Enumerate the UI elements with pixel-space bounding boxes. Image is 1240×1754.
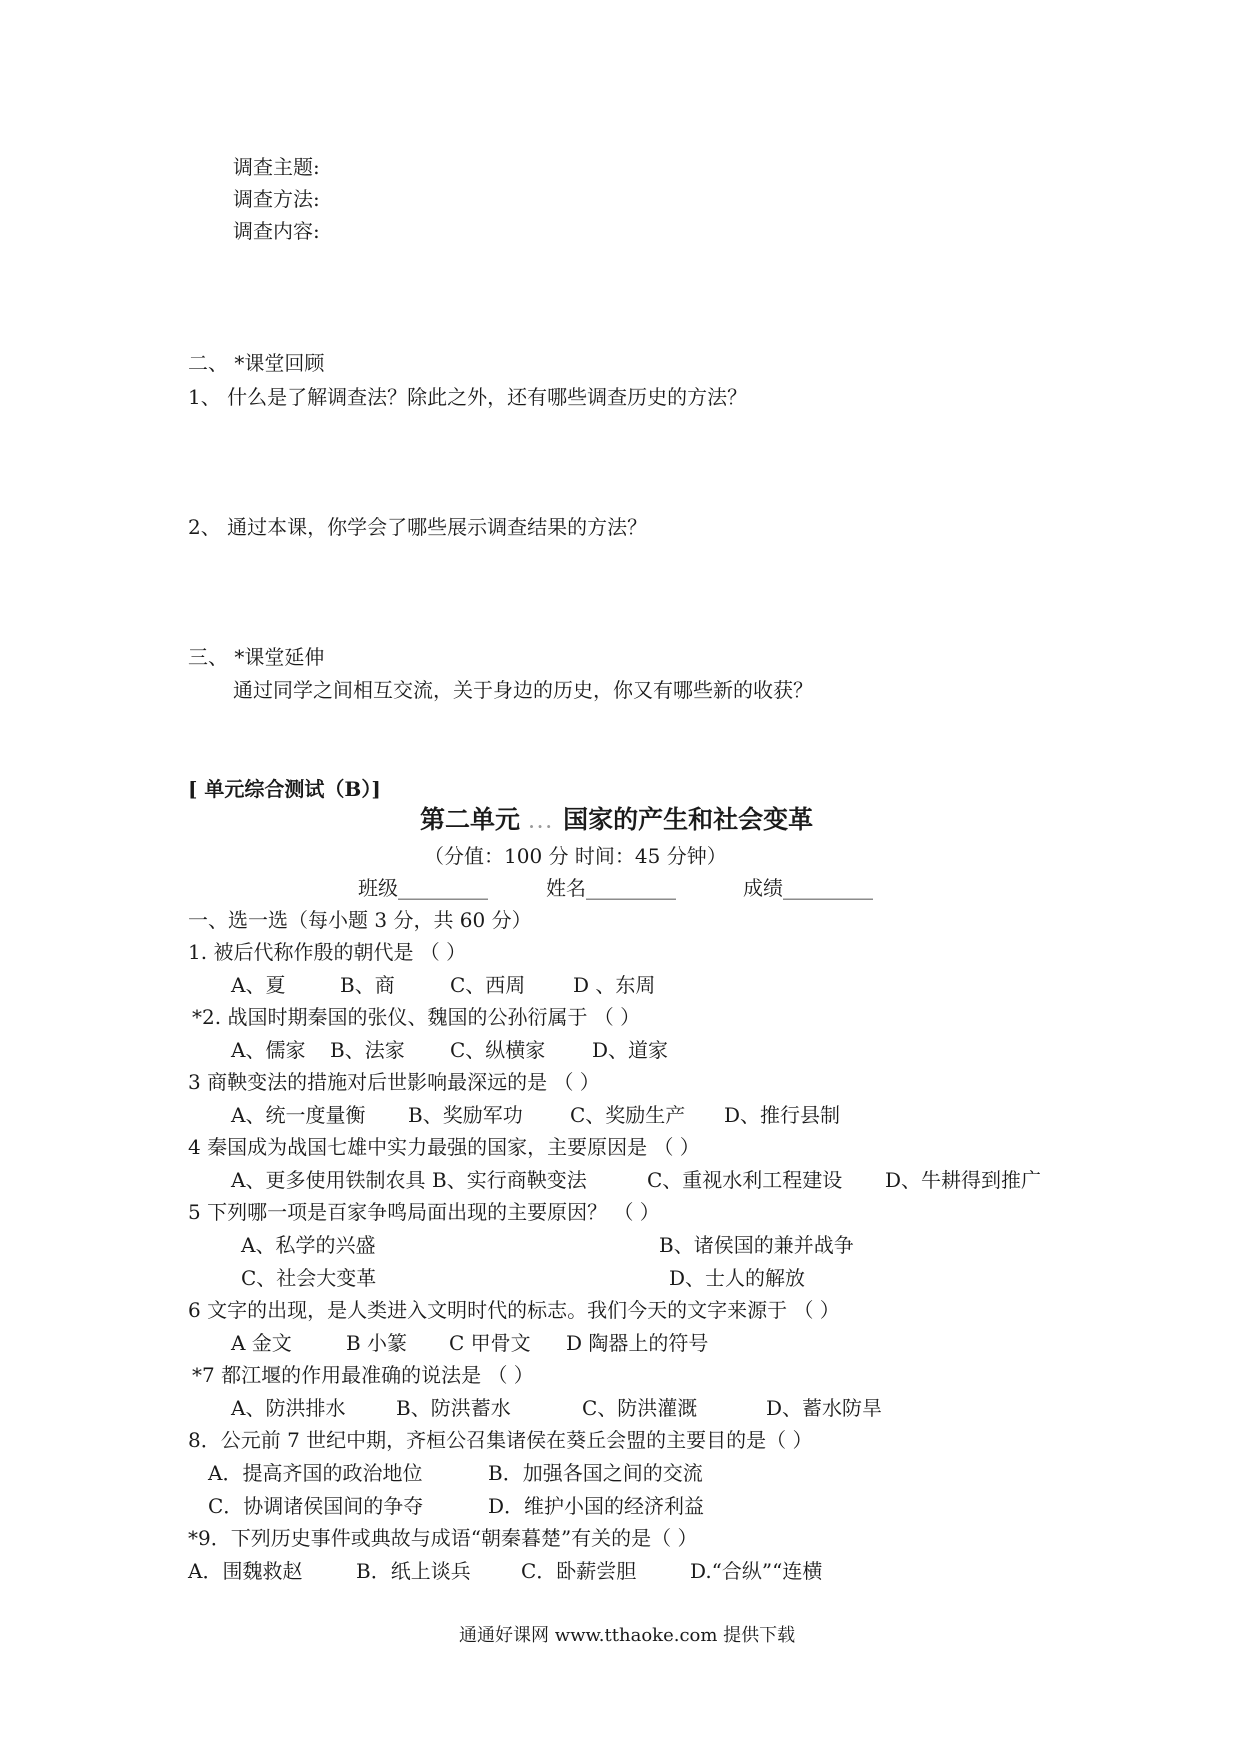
question-1-stem: 1. 被后代称作殷的朝代是 （ ） bbox=[188, 940, 467, 964]
class-field: 班级_________ bbox=[358, 876, 488, 900]
question-5-option-a: A、私学的兴盛 bbox=[241, 1233, 376, 1257]
question-7-stem: *7 都江堰的作用最准确的说法是 （ ） bbox=[192, 1363, 534, 1387]
test-title-left: 第二单元 bbox=[420, 805, 521, 834]
question-2-option-c: C、纵横家 bbox=[450, 1038, 546, 1062]
test-title-right: 国家的产生和社会变革 bbox=[563, 805, 814, 834]
question-9-option-b: B．纸上谈兵 bbox=[356, 1559, 471, 1583]
question-9-stem: *9．下列历史事件或典故与成语“朝秦暮楚”有关的是（ ） bbox=[188, 1526, 698, 1550]
footer-download-notice: 通通好课网 www.tthaoke.com 提供下载 bbox=[459, 1625, 796, 1646]
question-8-stem: 8．公元前 7 世纪中期，齐桓公召集诸侯在葵丘会盟的主要目的是（ ） bbox=[188, 1428, 813, 1452]
question-6-option-c: C 甲骨文 bbox=[449, 1331, 531, 1355]
question-5-option-b: B、诸侯国的兼并战争 bbox=[659, 1233, 854, 1257]
question-8-option-b: B．加强各国之间的交流 bbox=[488, 1461, 703, 1485]
question-2-stem: *2. 战国时期秦国的张仪、魏国的公孙衍属于 （ ） bbox=[192, 1005, 641, 1029]
question-9-option-a: A．围魏救赵 bbox=[188, 1559, 303, 1583]
question-5-stem: 5 下列哪一项是百家争鸣局面出现的主要原因？ （ ） bbox=[188, 1200, 660, 1224]
question-7-option-d: D、蓄水防旱 bbox=[766, 1396, 883, 1420]
question-7-option-c: C、防洪灌溉 bbox=[582, 1396, 698, 1420]
question-1-option-d: D 、东周 bbox=[573, 973, 656, 997]
question-8-option-d: D．维护小国的经济利益 bbox=[488, 1494, 705, 1518]
test-title-dots: ... bbox=[528, 813, 555, 832]
review-question-2: 2、 通过本课，你学会了哪些展示调查结果的方法？ bbox=[188, 515, 648, 539]
question-4-option-a: A、更多使用铁制农具 bbox=[231, 1168, 426, 1192]
survey-method: 调查方法: bbox=[233, 187, 320, 211]
question-6-option-b: B 小篆 bbox=[346, 1331, 408, 1355]
question-4-stem: 4 秦国成为战国七雄中实力最强的国家，主要原因是 （ ） bbox=[188, 1135, 700, 1159]
review-question-1: 1、 什么是了解调查法？除此之外，还有哪些调查历史的方法？ bbox=[188, 385, 748, 409]
name-field: 姓名_________ bbox=[546, 876, 676, 900]
test-title bbox=[420, 804, 813, 839]
question-4-option-d: D、牛耕得到推广 bbox=[885, 1168, 1042, 1192]
question-1-option-a: A、夏 bbox=[231, 973, 286, 997]
question-2-option-b: B、法家 bbox=[330, 1038, 405, 1062]
question-5-option-d: D、士人的解放 bbox=[669, 1266, 806, 1290]
question-3-option-a: A、统一度量衡 bbox=[231, 1103, 366, 1127]
question-8-option-c: C．协调诸侯国间的争夺 bbox=[208, 1494, 424, 1518]
question-6-option-a: A 金文 bbox=[231, 1331, 292, 1355]
question-3-stem: 3 商鞅变法的措施对后世影响最深远的是 （ ） bbox=[188, 1070, 600, 1094]
question-2-option-a: A、儒家 bbox=[231, 1038, 306, 1062]
question-6-stem: 6 文字的出现，是人类进入文明时代的标志。我们今天的文字来源于 （ ） bbox=[188, 1298, 840, 1322]
question-4-option-c: C、重视水利工程建设 bbox=[647, 1168, 843, 1192]
question-1-option-b: B、商 bbox=[340, 973, 395, 997]
extension-heading: 三、 *课堂延伸 bbox=[188, 645, 325, 669]
question-7-option-b: B、防洪蓄水 bbox=[396, 1396, 511, 1420]
survey-topic: 调查主题: bbox=[233, 155, 320, 179]
score-field: 成绩_________ bbox=[743, 876, 873, 900]
survey-content: 调查内容: bbox=[233, 219, 320, 243]
question-3-option-d: D、推行县制 bbox=[724, 1103, 841, 1127]
question-7-option-a: A、防洪排水 bbox=[231, 1396, 346, 1420]
section-1-heading: 一、选一选（每小题 3 分，共 60 分） bbox=[188, 908, 532, 932]
test-label: [ 单元综合测试（B）] bbox=[188, 777, 381, 801]
question-3-option-c: C、奖励生产 bbox=[570, 1103, 686, 1127]
test-meta: （分值：100 分 时间：45 分钟） bbox=[424, 844, 727, 868]
question-9-option-c: C．卧薪尝胆 bbox=[521, 1559, 637, 1583]
question-5-option-c: C、社会大变革 bbox=[241, 1266, 377, 1290]
question-1-option-c: C、西周 bbox=[450, 973, 526, 997]
question-3-option-b: B、奖励军功 bbox=[408, 1103, 523, 1127]
review-heading: 二、 *课堂回顾 bbox=[188, 351, 325, 375]
question-6-option-d: D 陶器上的符号 bbox=[566, 1331, 709, 1355]
question-2-option-d: D、道家 bbox=[592, 1038, 669, 1062]
question-8-option-a: A．提高齐国的政治地位 bbox=[208, 1461, 423, 1485]
extension-question: 通过同学之间相互交流，关于身边的历史，你又有哪些新的收获？ bbox=[233, 678, 813, 702]
question-9-option-d: D.“合纵”“连横 bbox=[690, 1559, 823, 1583]
question-4-option-b: B、实行商鞅变法 bbox=[432, 1168, 587, 1192]
